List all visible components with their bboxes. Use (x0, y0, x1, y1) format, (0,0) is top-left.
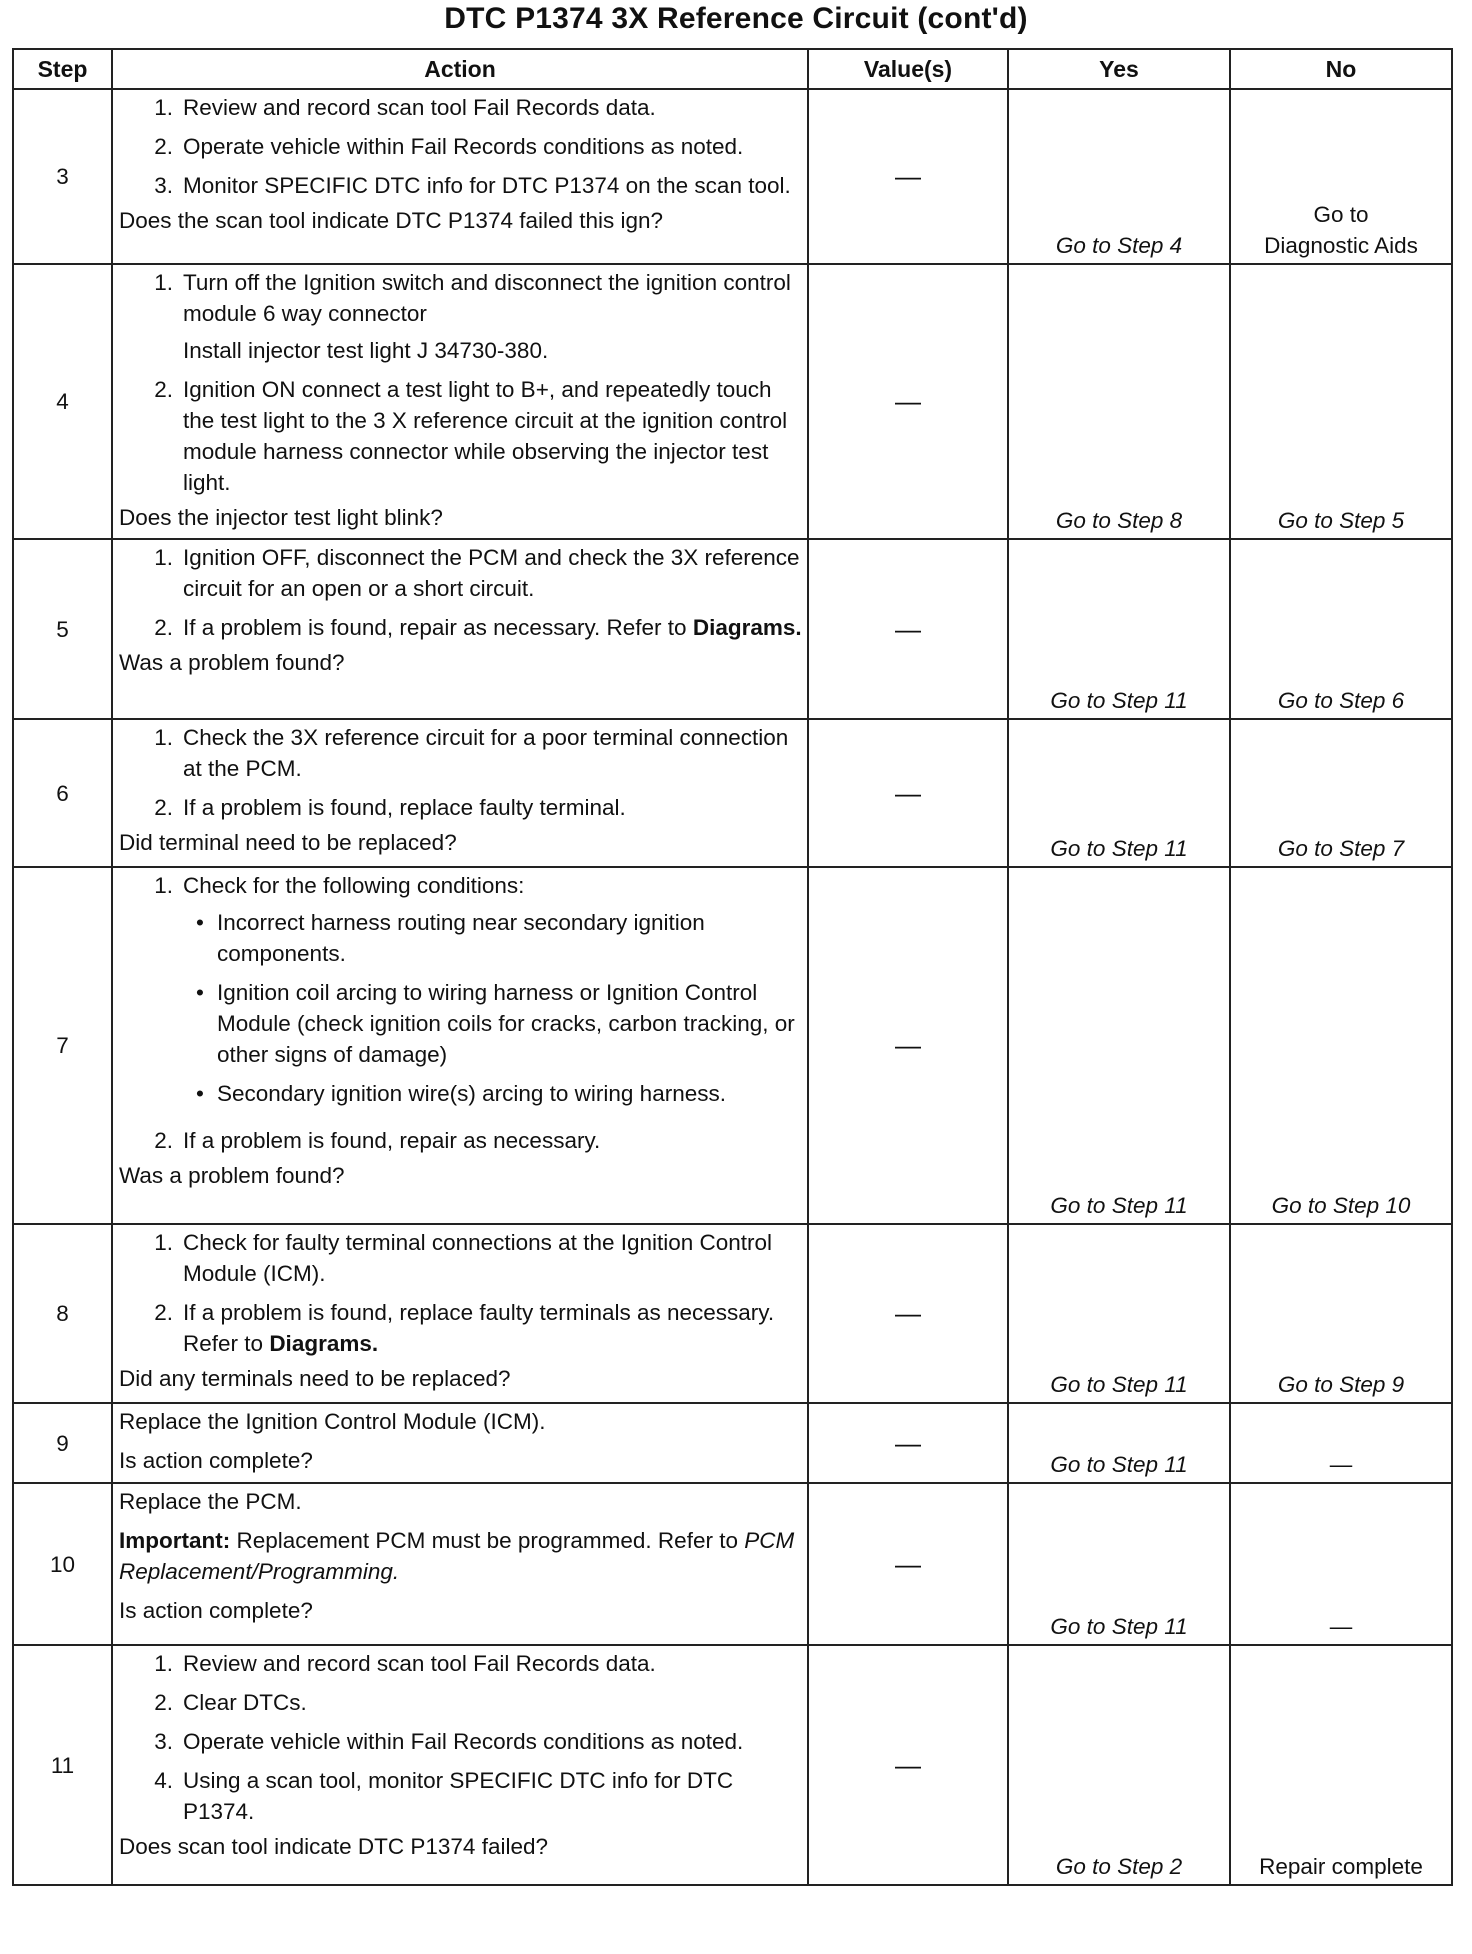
bullet-item: • Secondary ignition wire(s) arcing to wiring harness. (196, 1081, 726, 1106)
value-cell: — (808, 719, 1008, 867)
list-item: 1. Review and record scan tool Fail Records data. (154, 1651, 656, 1676)
header-row (13, 49, 1452, 89)
step-number: 6 (13, 719, 112, 867)
list-item: 2. Ignition ON connect a test light to B+, and repeatedly touch the test light to the 3 X reference circuit at the ignition control module harness connector while observing the injector test light. (154, 377, 788, 495)
yes-cell: Go to Step 11 (1008, 539, 1230, 719)
list-item: 1. Check the 3X reference circuit for a poor terminal connection at the PCM. (154, 725, 789, 781)
no-cell: Go to Step 9 (1230, 1224, 1452, 1403)
no-cell: Go to Step 10 (1230, 867, 1452, 1224)
list-item: 2. If a problem is found, replace faulty terminals as necessary. Refer to Diagrams. (154, 1300, 775, 1356)
table-row (13, 867, 1452, 1224)
question: Does the scan tool indicate DTC P1374 failed this ign? (119, 208, 664, 233)
yes-cell: Go to Step 11 (1008, 1483, 1230, 1645)
action-cell (112, 539, 808, 719)
table-row (13, 1645, 1452, 1885)
page-title: DTC P1374 3X Reference Circuit (cont'd) (444, 2, 1028, 35)
action-cell (112, 264, 808, 539)
table-row (13, 1224, 1452, 1403)
action-line: Replace the Ignition Control Module (ICM). (119, 1409, 546, 1434)
no-cell: Go to Step 6 (1230, 539, 1452, 719)
value-cell: — (808, 1483, 1008, 1645)
list-item: 2. If a problem is found, repair as necessary. Refer to Diagrams. (154, 615, 802, 640)
list-item: 2. If a problem is found, repair as necessary. (154, 1128, 601, 1153)
step-number: 8 (13, 1224, 112, 1403)
question: Is action complete? (119, 1448, 313, 1473)
no-cell: Go to Step 5 (1230, 264, 1452, 539)
step-number: 9 (13, 1403, 112, 1483)
table-row (13, 1483, 1452, 1645)
value-cell: — (808, 1645, 1008, 1885)
list-item: 3. Operate vehicle within Fail Records conditions as noted. (154, 1729, 744, 1754)
value-cell: — (808, 1403, 1008, 1483)
table-row (13, 539, 1452, 719)
header-yes: Yes (1008, 49, 1230, 89)
list-item: 2. Clear DTCs. (154, 1690, 307, 1715)
yes-cell: Go to Step 2 (1008, 1645, 1230, 1885)
step-number: 11 (13, 1645, 112, 1885)
list-item: 1. Ignition OFF, disconnect the PCM and check the 3X reference circuit for an open or a short circuit. (154, 545, 800, 601)
no-cell: — (1230, 1403, 1452, 1483)
no-cell: — (1230, 1483, 1452, 1645)
action-cell (112, 1403, 808, 1483)
step-number: 7 (13, 867, 112, 1224)
header-no: No (1230, 49, 1452, 89)
question: Does the injector test light blink? (119, 505, 443, 530)
yes-cell: Go to Step 4 (1008, 89, 1230, 264)
list-item: 1. Turn off the Ignition switch and disconnect the ignition control module 6 way connector Install injector test light J 34730-380. (154, 270, 791, 363)
yes-cell: Go to Step 11 (1008, 1224, 1230, 1403)
question: Is action complete? (119, 1598, 313, 1623)
table-row (13, 89, 1452, 264)
step-number: 3 (13, 89, 112, 264)
list-item: 2. Operate vehicle within Fail Records conditions as noted. (154, 134, 744, 159)
action-cell (112, 1483, 808, 1645)
yes-cell: Go to Step 8 (1008, 264, 1230, 539)
no-cell: Go to Step 7 (1230, 719, 1452, 867)
list-item: 3. Monitor SPECIFIC DTC info for DTC P1374 on the scan tool. (154, 173, 791, 198)
diagnostic-table (12, 48, 1453, 1886)
header-action: Action (112, 49, 808, 89)
action-line: Replace the PCM. (119, 1489, 302, 1514)
step-number: 5 (13, 539, 112, 719)
list-item: 2. If a problem is found, replace faulty terminal. (154, 795, 626, 820)
table-row (13, 719, 1452, 867)
question: Did any terminals need to be replaced? (119, 1366, 511, 1391)
no-cell: Repair complete (1230, 1645, 1452, 1885)
value-cell: — (808, 539, 1008, 719)
action-cell (112, 1645, 808, 1885)
list-item: 4. Using a scan tool, monitor SPECIFIC DTC info for DTC P1374. (154, 1768, 734, 1824)
table-row (13, 264, 1452, 539)
value-cell: — (808, 89, 1008, 264)
action-cell (112, 89, 808, 264)
value-cell: — (808, 867, 1008, 1224)
value-cell: — (808, 1224, 1008, 1403)
list-item: 1. Review and record scan tool Fail Records data. (154, 95, 656, 120)
step-number: 10 (13, 1483, 112, 1645)
question: Was a problem found? (119, 1163, 345, 1188)
important-note: Important: Replacement PCM must be programmed. Refer to PCM Replacement/Programming. (119, 1528, 795, 1584)
question: Was a problem found? (119, 650, 345, 675)
no-cell: Go to Diagnostic Aids (1230, 89, 1452, 264)
list-item: 1. Check for the following conditions: • Incorrect harness routing near secondary ignition components. • Ignition coil arcing to wiring harness or Ignition Control Module (check ignition coils for cracks, carbon tracking, or other signs of damage) • Secondary ignition wire(s) arcing to wiring harness. (119, 870, 803, 1117)
question: Does scan tool indicate DTC P1374 failed? (119, 1834, 548, 1859)
table-row (13, 1403, 1452, 1483)
list-item: 1. Check for faulty terminal connections at the Ignition Control Module (ICM). (154, 1230, 773, 1286)
value-cell: — (808, 264, 1008, 539)
header-step: Step (13, 49, 112, 89)
bullet-item: • Ignition coil arcing to wiring harness or Ignition Control Module (check ignition coils for cracks, carbon tracking, or other signs of damage) (196, 980, 795, 1067)
action-cell (112, 867, 808, 1224)
yes-cell: Go to Step 11 (1008, 867, 1230, 1224)
step-number: 4 (13, 264, 112, 539)
action-cell (112, 719, 808, 867)
bullet-item: • Incorrect harness routing near secondary ignition components. (196, 910, 705, 966)
yes-cell: Go to Step 11 (1008, 719, 1230, 867)
yes-cell: Go to Step 11 (1008, 1403, 1230, 1483)
action-cell (112, 1224, 808, 1403)
header-values: Value(s) (808, 49, 1008, 89)
question: Did terminal need to be replaced? (119, 830, 457, 855)
